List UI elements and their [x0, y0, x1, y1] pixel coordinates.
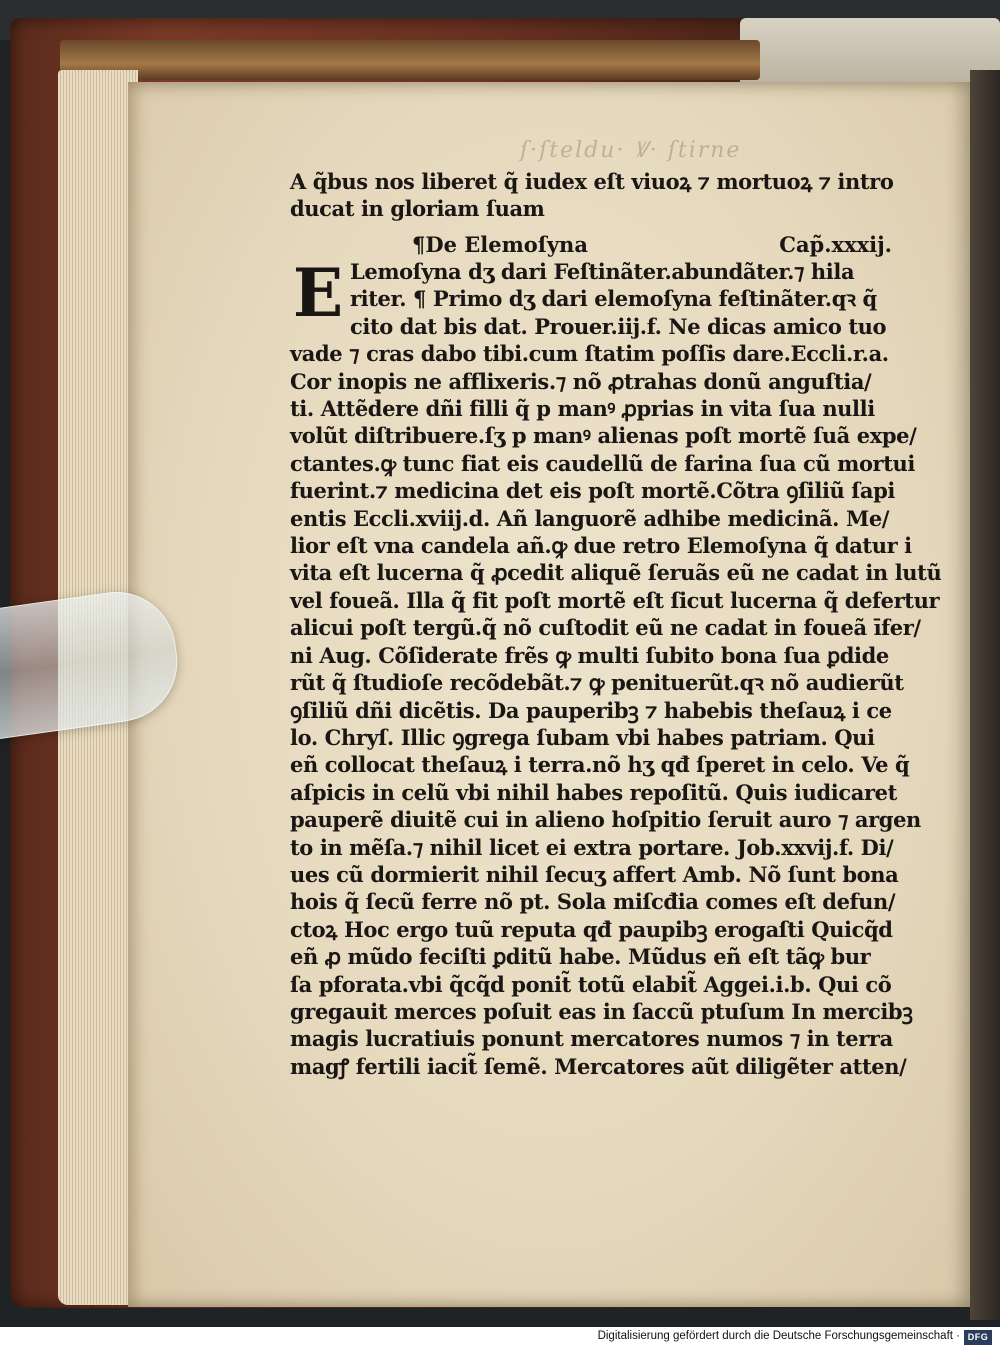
text-line: ni Aug. Cõſiderate frẽs ꝙ multi ſubito bona ſua ꝑdide — [290, 642, 889, 668]
text-line: ctoꝝ Hoc ergo tuũ reputa qđ paupibꝫ erogaſti Quicq̃d — [290, 916, 893, 942]
text-line: ꝯſiliũ dñi dicẽtis. Da pauperibꝫ ⁊ habebis theſauꝝ i ce — [290, 697, 892, 723]
dfg-logo: DFG — [964, 1330, 992, 1345]
text-line: gregauit merces poſuit eas in ſaccũ ptuſum In mercibꝫ — [290, 998, 913, 1024]
chapter-heading: ¶De Elemoſyna — [412, 232, 588, 257]
footer-bar — [0, 1327, 1000, 1349]
book-cover-spine-end — [740, 18, 1000, 88]
chapter-heading-row — [412, 232, 892, 260]
funding-notice: Digitalisierung gefördert durch die Deutsche Forschungsgemeinschaft · — [597, 1330, 960, 1342]
text-line: to in mẽſa.⁊ nihil licet ei extra portare. Job.xxvij.f. Di/ — [290, 834, 894, 860]
text-line: alicui poſt tergũ.q̃ nõ cuſtodit eũ ne cadat in foueã īfer/ — [290, 615, 921, 641]
text-line: volũt diſtribuere.ſʒ p manꝰ alienas poſt mortẽ ſuã expe/ — [290, 423, 917, 449]
text-line: ues cũ dormierit nihil ſecuʒ affert Amb. Nõ ſunt bona — [290, 861, 899, 887]
text-line: ducat in gloriam ſuam — [290, 196, 545, 222]
text-line: magꝭ fertili iacit̃ ſemẽ. Mercatores aũt diligẽter atten/ — [290, 1053, 907, 1079]
text-line: lior eſt vna candela añ.ꝙ due retro Elemoſyna q̃ datur i — [290, 533, 912, 559]
text-line: vade ⁊ cras dabo tibi.cum ſtatim poſſis dare.Eccli.r.a. — [290, 341, 889, 367]
page-top-edge — [60, 40, 760, 80]
text-line: cito dat bis dat. Prouer.iij.f. Ne dicas amico tuo — [350, 313, 887, 339]
text-line: eñ collocat theſauꝝ i terra.nõ hʒ qđ ſperet in celo. Ve q̃ — [290, 752, 910, 778]
text-line: Cor inopis ne afflixeris.⁊ nõ ꝓtrahas donũ anguſtia/ — [290, 368, 872, 394]
text-line: fuerint.⁊ medicina det eis poſt mortẽ.Cõtra ꝯſiliũ ſapi — [290, 478, 896, 504]
text-line: ti. Attẽdere dñi filli q̃ p manꝰ ꝓprias in vita ſua nulli — [290, 396, 875, 422]
text-line: eñ ꝓ mũdo feciſti ꝑditũ habe. Mũdus eñ eſt tãꝙ bur — [290, 944, 871, 970]
text-line: A q̃bus nos liberet q̃ iudex eſt viuoꝝ ⁊ mortuoꝝ ⁊ intro — [290, 169, 894, 194]
text-line: pauperẽ diuitẽ cui in alieno hoſpitio ſeruit auro ⁊ argen — [290, 807, 921, 833]
body-text — [290, 254, 942, 1080]
faint-marginalia: ſ·ſteldu· Ꝟ· ſtirne — [520, 138, 742, 163]
text-line: lo. Chryſ. Illic ꝯgrega ſubam vbi habes patriam. Qui — [290, 724, 875, 750]
chapter-number: Cap̃.xxxij. — [779, 232, 892, 257]
text-line: vel foueã. Illa q̃ fit poſt mortẽ eſt ſicut lucerna q̃ defertur — [290, 587, 940, 613]
book-gutter — [970, 70, 1000, 1320]
text-line: hois q̃ ſecũ ferre nõ pt. Sola miſcđia comes eſt defun/ — [290, 889, 896, 915]
text-line: riter. ¶ Primo dʒ dari elemoſyna feſtinãter.qꝛ q̃ — [350, 286, 877, 312]
text-line: Lemoſyna dʒ dari Feſtinãter.abundãter.⁊ hila — [350, 259, 855, 284]
drop-capital: E — [292, 254, 344, 332]
text-line: ctantes.ꝙ tunc fiat eis caudellũ de farina ſua cũ mortui — [290, 450, 915, 476]
text-line: magis lucratiuis ponunt mercatores numos ⁊ in terra — [290, 1026, 893, 1052]
text-line: vita eſt lucerna q̃ ꝓcedit aliquẽ ſeruãs eũ ne cadat in lutũ — [290, 560, 942, 586]
text-line: aſpicis in celũ vbi nihil habes repoſitũ. Quis iudicaret — [290, 779, 897, 805]
text-line: rũt q̃ ſtudioſe recõdebãt.⁊ ꝙ penituerũt.qꝛ nõ audierũt — [290, 670, 904, 696]
text-lines-before-heading — [290, 168, 894, 223]
text-line: ſa pforata.vbi q̃cq̃d ponit̃ totũ elabit̃ Aggei.i.b. Qui cõ — [290, 971, 892, 997]
text-line: entis Eccli.xviij.d. Añ languorẽ adhibe medicinã. Me/ — [290, 505, 890, 531]
